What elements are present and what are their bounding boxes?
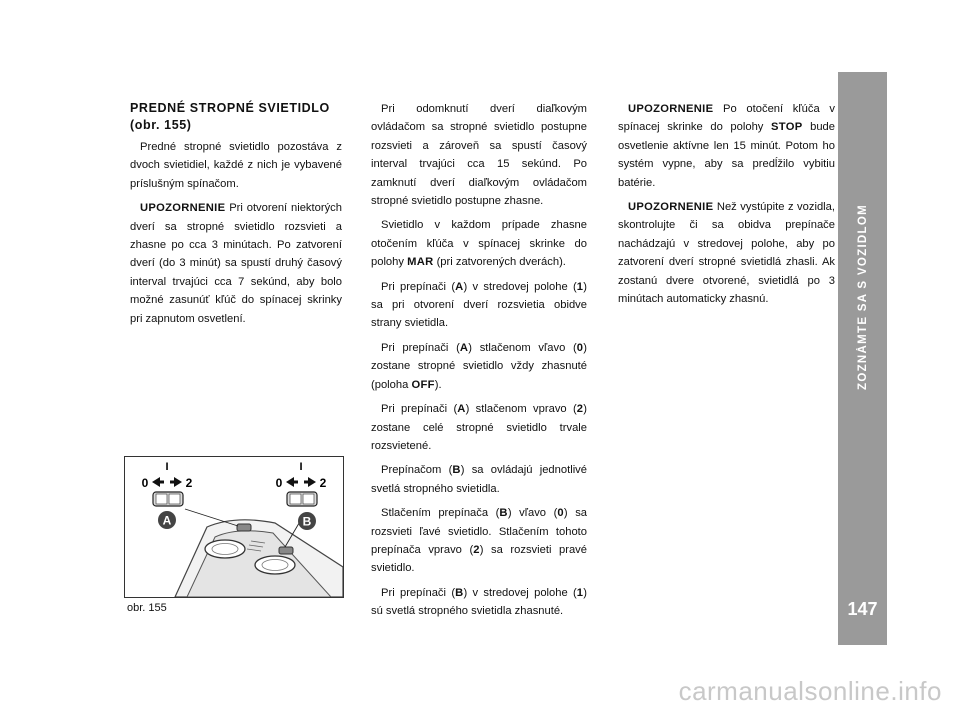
ceiling-light-illustration: [125, 457, 343, 597]
paragraph: Prepínačom (B) sa ovládajú jednotlivé svetlá stropného svietidla.: [371, 464, 587, 495]
section-heading: [130, 100, 342, 134]
switch-b-diagram: [276, 461, 327, 530]
paragraph: Pri prepínači (A) stlačenom vpravo (2) zostane celé stropné svietidlo trvale rozsvietené.: [371, 403, 588, 452]
position-0-label: 0: [141, 476, 149, 490]
svg-text:A: A: [162, 513, 172, 528]
switch-a-diagram: [142, 461, 193, 529]
note-text: Pri otvorení niektorých dverí sa stropné svietidlo rozsvieti a zhasne po cca 3 minútach. Po zatvorení dverí (do 3 minút) sa spustí druhý časový interval trvajúci cca 7 sekúnd, aby bolo možné zasunúť kľúč do spínacej skrinky pri zapnutom osvetlení.: [130, 202, 342, 325]
column-right: [618, 100, 835, 314]
arrow-left-icon: [286, 477, 294, 487]
section-side-tab: [838, 72, 887, 645]
position-2-label: 2: [319, 476, 327, 490]
paragraph-note: UPOZORNENIE Než vystúpite z vozidla, skontrolujte či sa obidva prepínače nachádzajú v stredovej polohe, aby po zatvorení dverí stropné svietidlá zhasli. Ak zostanú dvere otvorené, svietidlá po 3 minútach automaticky zhasnú.: [618, 201, 835, 306]
column-left: [130, 100, 342, 334]
paragraph: Svietidlo v každom prípade zhasne otočením kľúča v spínacej skrinke do polohy MAR (pri zatvorených dverách).: [371, 219, 587, 269]
position-2-label: 2: [185, 476, 193, 490]
switch-b-small: [279, 547, 293, 554]
paragraph-note: UPOZORNENIE Po otočení kľúča v spínacej skrinke do polohy STOP bude osvetlenie aktívne len 15 minút. Potom ho systém vypne, aby sa predĺžilo vybitiu batérie.: [618, 103, 835, 189]
note-label: UPOZORNENIE: [628, 201, 714, 214]
figure-caption: obr. 155: [127, 602, 167, 614]
position-0-label: 0: [275, 476, 283, 490]
position-stop: STOP: [771, 121, 803, 134]
paragraph: Pri prepínači (A) stlačenom vľavo (0) zostane stropné svietidlo vždy zhasnuté (poloha OFF).: [371, 341, 587, 391]
page-number: 147: [847, 599, 878, 619]
figure-ceiling-light: [124, 456, 344, 598]
right-lamp-icon: [303, 494, 314, 504]
watermark: carmanualsonline.info: [678, 676, 942, 706]
switch-a-small: [237, 524, 251, 531]
door-lamp-icon: [156, 494, 167, 504]
paragraph: Pri prepínači (A) v stredovej polohe (1) sa pri otvorení dverí rozsvietia obidve strany svietidla.: [371, 280, 588, 330]
left-lamp-icon: [290, 494, 301, 504]
position-1-label: I: [299, 461, 303, 473]
heading-title: PREDNÉ STROPNÉ SVIETIDLO: [130, 101, 330, 115]
arrow-right-icon: [174, 477, 182, 487]
paragraph: Pri prepínači (B) v stredovej polohe (1) sú svetlá stropného svietidla zhasnuté.: [371, 586, 588, 618]
note-label: UPOZORNENIE: [628, 103, 714, 115]
arrow-left-icon: [152, 477, 160, 487]
paragraph-note: [130, 199, 342, 328]
note-label: UPOZORNENIE: [140, 202, 226, 215]
paragraph: Pri odomknutí dverí diaľkovým ovládačom sa stropné svietidlo postupne rozsvieti a zároveň sa spustí časový interval trvajúci cca 15 sekúnd. Po zamknutí dverí diaľkovým ovládačom stropné svietidlo postupne zhasne.: [371, 103, 587, 208]
svg-text:B: B: [302, 514, 312, 529]
position-mar: MAR: [407, 256, 434, 269]
position-1-label: I: [165, 461, 169, 473]
heading-figure-ref: (obr. 155): [130, 118, 192, 132]
car-icon: [169, 494, 180, 504]
column-middle: [371, 100, 587, 627]
section-title: ZOZNÁMTE SA S VOZIDLOM: [856, 204, 869, 390]
paragraph: Predné stropné svietidlo pozostáva z dvoch svietidiel, každé z nich je vybavené príslušným spínačom.: [130, 141, 342, 190]
paragraph: Stlačením prepínača (B) vľavo (0) sa rozsvieti ľavé svietidlo. Stlačením tohoto prepínača vpravo (2) sa rozsvieti pravé svietidlo.: [371, 507, 588, 575]
arrow-right-icon: [308, 477, 316, 487]
